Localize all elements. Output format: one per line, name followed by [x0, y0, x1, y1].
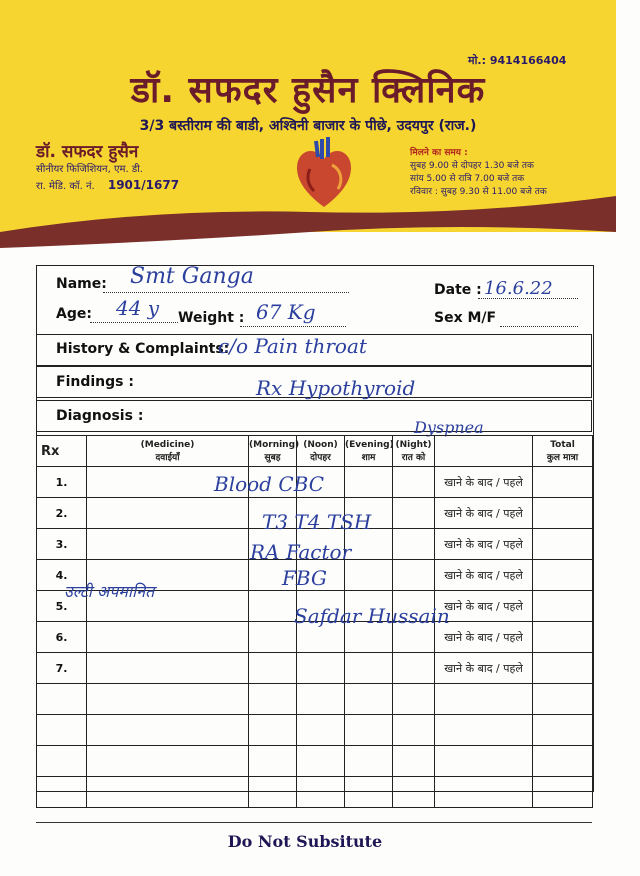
row-number: 5. [37, 591, 87, 622]
meal-option[interactable]: खाने के बाद / पहले [435, 467, 533, 498]
row-number: 3. [37, 529, 87, 560]
phone-number: मो.: 9414166404 [468, 54, 567, 67]
meal-option[interactable]: खाने के बाद / पहले [435, 529, 533, 560]
meal-option[interactable]: खाने के बाद / पहले [435, 560, 533, 591]
weight-value[interactable]: 67 Kg [256, 300, 316, 324]
table-row[interactable] [37, 715, 593, 746]
date-value[interactable]: 16.6.22 [484, 278, 553, 299]
registration-number: 1901/1677 [107, 178, 180, 192]
sex-label: Sex M/F [434, 310, 497, 326]
table-row[interactable] [37, 684, 593, 715]
meal-option[interactable]: खाने के बाद / पहले [435, 622, 533, 653]
weight-line [240, 326, 346, 327]
diagnosis-label: Diagnosis : [56, 408, 144, 424]
night-header: (Night) रात को [393, 436, 435, 467]
meal-option[interactable]: खाने के बाद / पहले [435, 653, 533, 684]
row-number: 1. [37, 467, 87, 498]
timing-title: मिलने का समय : [410, 148, 468, 158]
clinic-name: डॉ. सफदर हुसैन क्लिनिक [130, 70, 486, 111]
row-number: 7. [37, 653, 87, 684]
footer-note: Do Not Subsitute [227, 832, 383, 851]
weight-label: Weight : [178, 310, 245, 326]
history-value[interactable]: c/o Pain throat [218, 334, 367, 358]
row-number: 2. [37, 498, 87, 529]
handwritten-test[interactable]: FBG [282, 566, 327, 590]
doctor-qualification: सीनीयर फिजिशियन, एम. डी. [36, 164, 143, 175]
clinic-header [0, 0, 616, 232]
handwritten-hindi-note[interactable]: उल्टी अपमानित [64, 582, 155, 601]
date-label: Date : [434, 282, 482, 298]
registration-label: रा. मेडि. कॉ. नं. [36, 181, 95, 192]
medicine-header: (Medicine) दवाईयाँ [87, 436, 249, 467]
evening-header: (Evening) शाम [345, 436, 393, 467]
sex-line [500, 326, 578, 327]
findings-label: Findings : [56, 374, 134, 390]
meal-option[interactable]: खाने के बाद / पहले [435, 591, 533, 622]
name-value[interactable]: Smt Ganga [130, 264, 254, 289]
name-label: Name: [56, 276, 107, 292]
doctor-name: डॉ. सफदर हुसैन [36, 142, 139, 162]
handwritten-test[interactable]: Blood CBC [214, 472, 325, 496]
total-header: Total कुल मात्रा [533, 436, 593, 467]
row-number: 4. [37, 560, 87, 591]
age-label: Age: [56, 306, 92, 322]
handwritten-test[interactable]: RA Factor [250, 540, 352, 564]
age-line [90, 322, 178, 323]
timing-line: रविवार : सुबह 9.30 से 11.00 बजे तक [410, 187, 547, 197]
morning-header: (Morning) सुबह [249, 436, 297, 467]
table-row[interactable] [37, 653, 593, 684]
registration-line [36, 178, 179, 192]
name-line [103, 292, 349, 293]
timing-line: सांय 5.00 से रात्रि 7.00 बजे तक [410, 174, 525, 184]
meal-option[interactable]: खाने के बाद / पहले [435, 498, 533, 529]
rx-header: Rx [37, 436, 87, 467]
history-label: History & Complaints: [56, 341, 230, 357]
table-row[interactable] [37, 777, 593, 808]
meal-header [435, 436, 533, 467]
row-number: 6. [37, 622, 87, 653]
footer-divider [36, 822, 592, 823]
doctor-signature: Safdar Hussain [294, 604, 450, 628]
diagnosis-note-2[interactable]: Dyspnea [414, 418, 484, 437]
heart-icon [292, 135, 356, 211]
noon-header: (Noon) दोपहर [297, 436, 345, 467]
handwritten-test[interactable]: T3 T4 TSH [262, 510, 372, 534]
table-row[interactable] [37, 746, 593, 777]
timing-line: सुबह 9.00 से दोपहर 1.30 बजे तक [410, 161, 534, 171]
diagnosis-note[interactable]: Rx Hypothyroid [256, 376, 416, 400]
clinic-address: 3/3 बस्तीराम की बाडी, अश्विनी बाजार के पीछे, उदयपुर (राज.) [139, 118, 477, 134]
age-value[interactable]: 44 y [116, 296, 160, 320]
table-header-row [37, 436, 593, 467]
